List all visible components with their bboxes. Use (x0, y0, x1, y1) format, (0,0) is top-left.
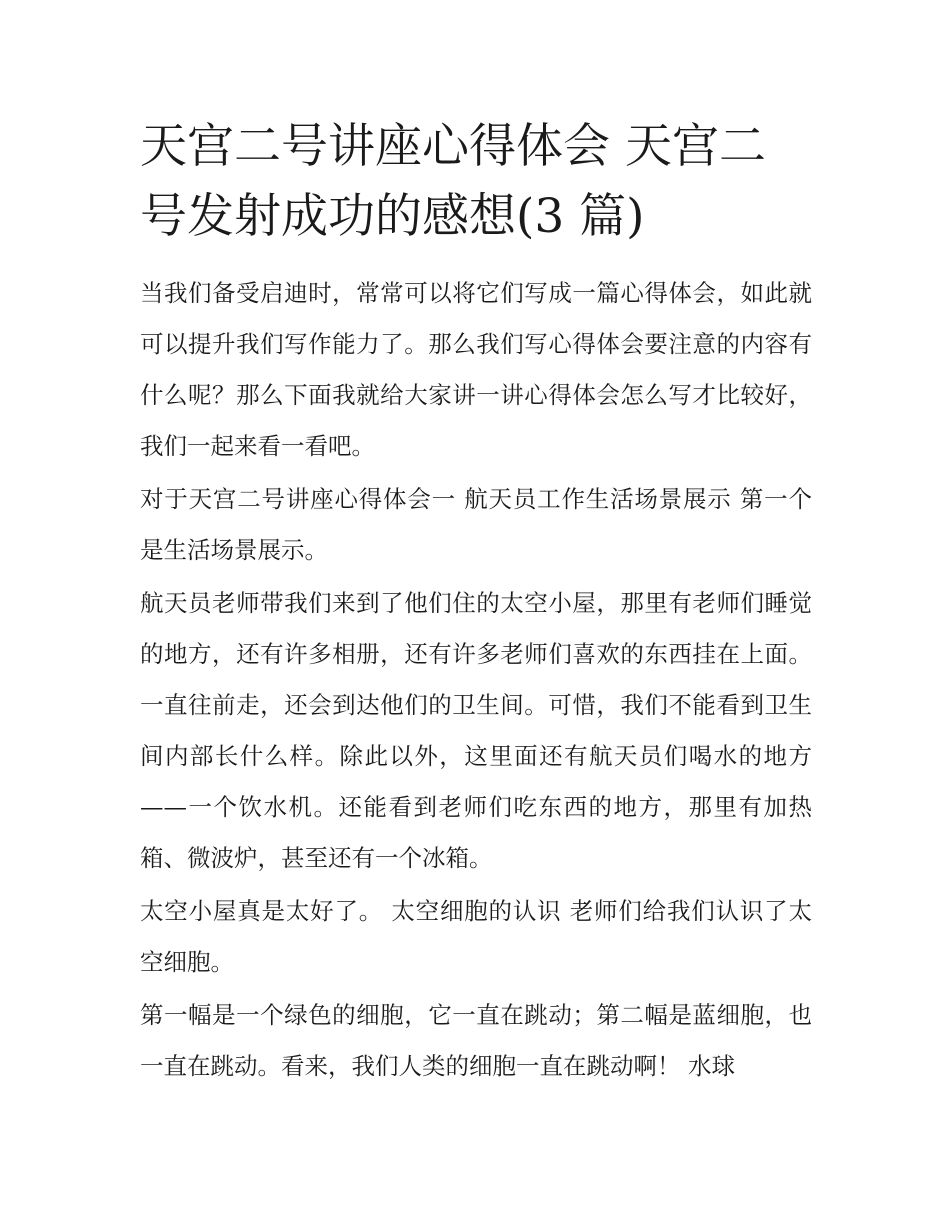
paragraph-space-cells: 第一幅是一个绿色的细胞，它一直在跳动；第二幅是蓝细胞，也一直在跳动。看来，我们人类的细胞一直在跳动啊！ 水球 (140, 1001, 812, 1080)
paragraph-space-cells-intro: 太空小屋真是太好了。 太空细胞的认识 老师们给我们认识了太空细胞。 (140, 897, 812, 976)
document-title: 天宫二号讲座心得体会 天宫二号发射成功的感想(3 篇) (140, 119, 766, 244)
document-body (140, 112, 812, 1094)
paragraph-intro: 当我们备受启迪时，常常可以将它们写成一篇心得体会，如此就可以提升我们写作能力了。那么我们写心得体会要注意的内容有什么呢？那么下面我就给大家讲一讲心得体会怎么写才比较好，我们一起来看一看吧。 (140, 279, 812, 460)
paragraph-section-one: 对于天宫二号讲座心得体会一 航天员工作生活场景展示 第一个是生活场景展示。 (140, 485, 812, 564)
paragraph-space-house: 航天员老师带我们来到了他们住的太空小屋，那里有老师们睡觉的地方，还有许多相册，还有许多老师们喜欢的东西挂在上面。一直往前走，还会到达他们的卫生间。可惜，我们不能看到卫生间内部长什么样。除此以外，这里面还有航天员们喝水的地方——一个饮水机。还能看到老师们吃东西的地方，那里有加热箱、微波炉，甚至还有一个冰箱。 (140, 589, 812, 872)
